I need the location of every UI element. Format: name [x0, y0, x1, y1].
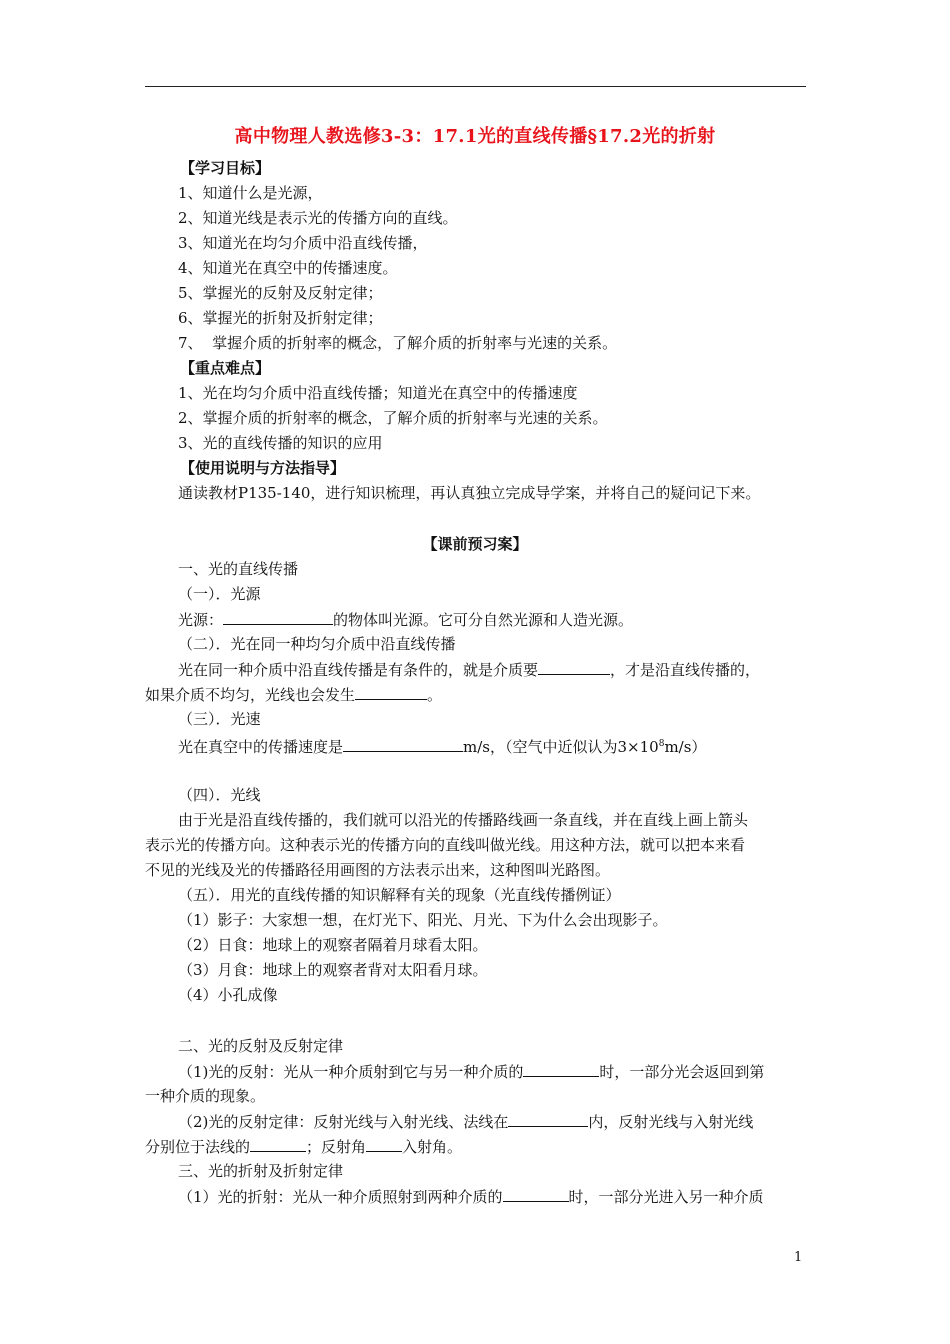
reflection-law: （2)光的反射定律：反射光线与入射光线、法线在 内，反射光线与入射光线 [178, 1113, 754, 1131]
fill-in-blank[interactable] [366, 1136, 402, 1152]
reflection-definition-cont: 一种介质的现象。 [145, 1087, 266, 1105]
reflection-definition: （1)光的反射：光从一种介质射到它与另一种介质的 时，一部分光会返回到第 [178, 1063, 765, 1081]
subsection-ray: （四）．光线 [178, 786, 261, 804]
fill-in-blank[interactable] [508, 1111, 588, 1127]
example-item: （2）日食：地球上的观察者隔着月球看太阳。 [178, 936, 488, 954]
example-item: （4）小孔成像 [178, 986, 278, 1004]
key-point-item: 2、掌握介质的折射率的概念，了解介质的折射率与光速的关系。 [178, 409, 608, 427]
page-number: 1 [794, 1250, 803, 1265]
subsection-phenomena: （五）．用光的直线传播的知识解释有关的现象（光直线传播例证） [178, 886, 621, 904]
objective-item: 1、知道什么是光源， [178, 184, 323, 202]
fill-in-blank[interactable] [223, 609, 333, 625]
fill-in-blank[interactable] [523, 1061, 599, 1077]
objective-item: 6、掌握光的折射及折射定律； [178, 309, 383, 327]
light-source-definition: 光源： 的物体叫光源。它可分自然光源和人造光源。 [178, 611, 634, 629]
key-point-item: 3、光的直线传播的知识的应用 [178, 434, 383, 452]
ray-paragraph-line: 由于光是沿直线传播的，我们就可以沿光的传播路线画一条直线，并在直线上画上箭头 [178, 811, 749, 829]
key-point-item: 1、光在均匀介质中沿直线传播；知道光在真空中的传播速度 [178, 384, 578, 402]
preview-heading: 【课前预习案】 [422, 535, 528, 553]
instructions-heading: 【使用说明与方法指导】 [180, 459, 346, 477]
example-item: （3）月食：地球上的观察者背对太阳看月球。 [178, 961, 488, 979]
ray-paragraph-line: 表示光的传播方向。这种表示光的传播方向的直线叫做光线。用这种方法，就可以把本来看 [145, 836, 746, 854]
reflection-law-cont: 分别位于法线的 ；反射角 入射角。 [145, 1138, 463, 1156]
subsection-speed: （三）．光速 [178, 710, 261, 728]
paragraph-condition-cont: 如果介质不均匀，光线也会发生 。 [145, 686, 443, 704]
objectives-heading: 【学习目标】 [180, 159, 271, 177]
fill-in-blank[interactable] [538, 659, 610, 675]
ray-paragraph-line: 不见的光线及光的传播路径用画图的方法表示出来，这种图叫光路图。 [145, 861, 611, 879]
section-3-heading: 三、光的折射及折射定律 [178, 1162, 344, 1180]
objective-item: 5、掌握光的反射及反射定律； [178, 284, 383, 302]
section-1-heading: 一、光的直线传播 [178, 560, 299, 578]
key-points-heading: 【重点难点】 [180, 359, 271, 377]
paragraph-condition: 光在同一种介质中沿直线传播是有条件的，就是介质要 ，才是沿直线传播的， [178, 661, 761, 679]
objective-item: 2、知道光线是表示光的传播方向的直线。 [178, 209, 458, 227]
subsection-light-source: （一）．光源 [178, 585, 261, 603]
example-item: （1）影子：大家想一想，在灯光下、阳光、月光、下为什么会出现影子。 [178, 911, 668, 929]
fill-in-blank[interactable] [503, 1186, 569, 1202]
speed-of-light-line: 光在真空中的传播速度是 m/s，（空气中近似认为$3\times 10^8m/s$） [178, 738, 707, 756]
section-2-heading: 二、光的反射及反射定律 [178, 1037, 344, 1055]
refraction-definition: （1）光的折射：光从一种介质照射到两种介质的 时，一部分光进入另一种介质 [178, 1188, 764, 1206]
header-rule [145, 86, 806, 87]
fill-in-blank[interactable] [250, 1136, 306, 1152]
subsection-uniform-medium: （二）．光在同一种均匀介质中沿直线传播 [178, 635, 456, 653]
objective-item: 4、知道光在真空中的传播速度。 [178, 259, 398, 277]
objective-item: 7、 掌握介质的折射率的概念，了解介质的折射率与光速的关系。 [178, 334, 618, 352]
page-title: 高中物理人教选修3-3：17.1光的直线传播§17.2光的折射 [234, 126, 716, 147]
objective-item: 3、知道光在均匀介质中沿直线传播， [178, 234, 428, 252]
fill-in-blank[interactable] [355, 684, 427, 700]
fill-in-blank[interactable] [343, 736, 463, 752]
instructions-text: 通读教材P135-140，进行知识梳理，再认真独立完成导学案，并将自己的疑问记下来。 [178, 484, 761, 502]
